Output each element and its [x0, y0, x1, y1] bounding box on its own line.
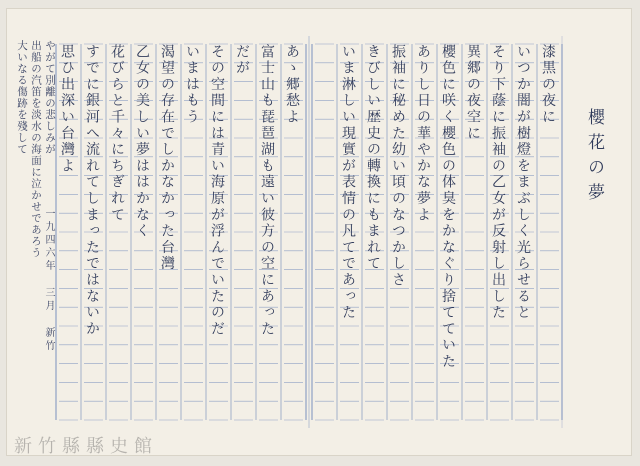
poem-line: きびしい歴史の轉換にもまれて	[365, 44, 381, 273]
margin-note: やがて別離の悲しみが	[44, 40, 56, 155]
poem-line: いまはもう	[184, 44, 200, 126]
poem-line: 花びらと千々にちぎれて	[109, 44, 125, 224]
poem-line: 漆黒の夜に	[540, 44, 556, 126]
poem-line: すでに銀河へ流れてしまったではないか	[84, 44, 100, 338]
poem-line: 思ひ出深い台灣よ	[59, 44, 75, 175]
poem-line: 富士山も琵琶湖も遠い彼方の空にあった	[259, 44, 275, 338]
margin-note: 大いなる傷跡を殘して	[16, 40, 28, 155]
poem-title: 櫻花の夢	[584, 108, 604, 208]
poem-line: あゝ郷愁よ	[284, 44, 300, 126]
poem-line: 渴望の存在でしかなかった台灣	[159, 44, 175, 273]
poem-line: だが	[234, 44, 250, 77]
poem-line: そり下蔭に振袖の乙女が反射し出した	[490, 44, 506, 322]
poem-line: 櫻色に咲く櫻色の体臭をかなぐり捨てていた	[440, 44, 456, 370]
manuscript-sheet	[6, 8, 632, 456]
poem-line: 異郷の夜空に	[465, 44, 481, 142]
archive-watermark: 新竹縣縣史館	[14, 436, 158, 457]
poem-line: 乙女の美しい夢ははかなく	[134, 44, 150, 240]
poem-line: ありし日の華やかな夢よ	[415, 44, 431, 224]
poem-line: いま淋しい現實が表情の凡てであった	[340, 44, 356, 322]
poem-line: その空間には青い海原が浮んでいたのだ	[209, 44, 225, 338]
signature: 一九四六年 三月 新竹	[43, 208, 54, 353]
margin-note: 出船の汽笛を淡水の海面に泣かせであろう	[30, 40, 42, 259]
poem-line: 振袖に秘めた幼い頃のなつかしさ	[390, 44, 406, 289]
poem-line: いつか闇が樹燈をまぶしく光らせると	[515, 44, 531, 322]
